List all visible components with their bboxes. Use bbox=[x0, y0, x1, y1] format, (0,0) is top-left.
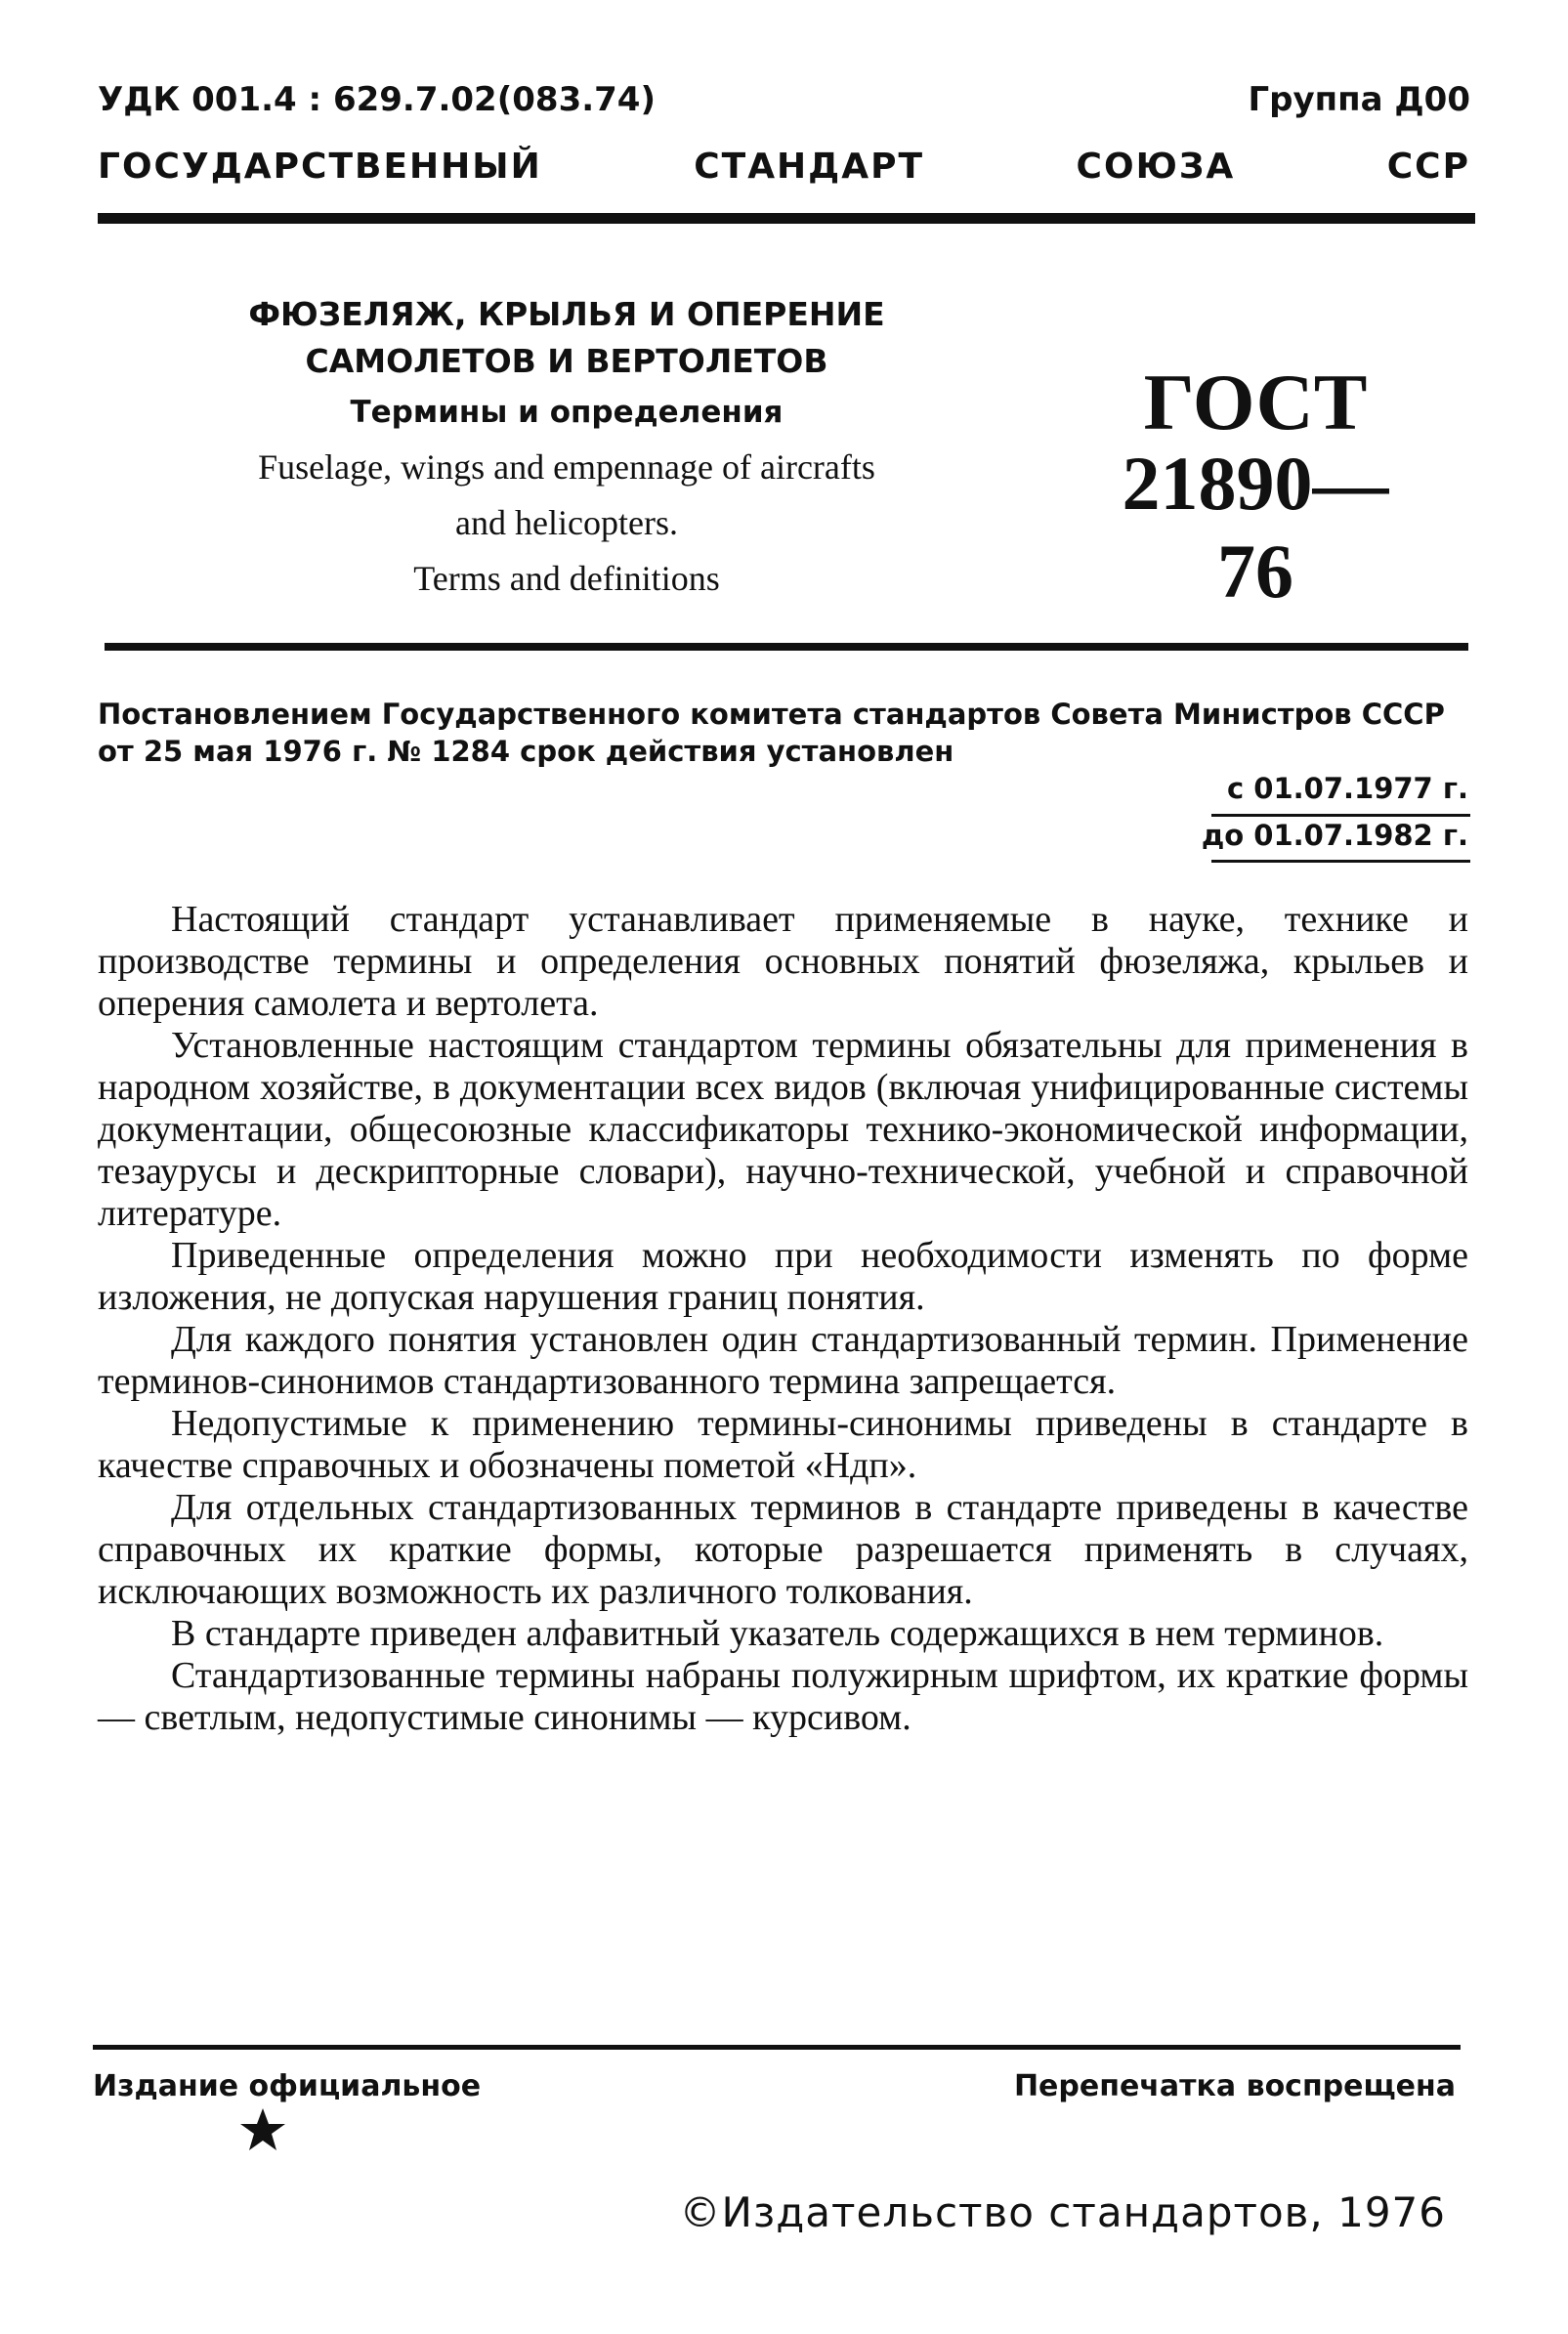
gost-number: 21890—76 bbox=[1122, 441, 1389, 614]
validity-date-from: с 01.07.1977 г. bbox=[1226, 772, 1468, 805]
body-paragraph: Приведенные определения можно при необходимости изменять по форме изложения, не допуская нарушения границ понятия. bbox=[98, 1235, 1468, 1318]
date-underline bbox=[1211, 860, 1470, 863]
edition-label: Издание официальное bbox=[93, 2069, 482, 2103]
gost-label: ГОСТ bbox=[1143, 358, 1368, 446]
header-divider bbox=[98, 213, 1475, 224]
title-ru-line: САМОЛЕТОВ И ВЕРТОЛЕТОВ bbox=[305, 342, 828, 380]
group-code: Группа Д00 bbox=[1248, 80, 1470, 119]
title-divider bbox=[105, 643, 1468, 651]
state-standard-word: ГОСУДАРСТВЕННЫЙ bbox=[98, 147, 542, 187]
state-standard-word: СТАНДАРТ bbox=[694, 147, 925, 187]
state-standard-word: ССР bbox=[1386, 147, 1470, 187]
body-paragraph: Установленные настоящим стандартом термины обязательны для применения в народном хозяйстве, в документации всех видов (включая унифицированные системы документации, общесоюзные классификаторы технико-экономической информации, тезаурусы и дескрипторные словари), научно-технической, учебной и справочной литературе. bbox=[98, 1025, 1468, 1234]
title-ru-subtitle: Термины и определения bbox=[350, 395, 784, 430]
date-underline bbox=[1211, 814, 1470, 817]
resolution-line: Постановлением Государственного комитета стандартов Совета Министров СССР bbox=[98, 698, 1445, 731]
validity-date-to: до 01.07.1982 г. bbox=[1201, 819, 1468, 852]
body-text bbox=[98, 899, 1468, 1739]
resolution-line: от 25 мая 1976 г. № 1284 срок действия установлен bbox=[98, 735, 954, 768]
body-paragraph: Для каждого понятия установлен один стандартизованный термин. Применение терминов-синонимов стандартизованного термина запрещается. bbox=[98, 1319, 1468, 1402]
reprint-notice: Перепечатка воспрещена bbox=[1013, 2069, 1456, 2103]
title-block bbox=[176, 291, 957, 597]
body-paragraph: Стандартизованные термины набраны полужирным шрифтом, их краткие формы — светлым, недопустимые синонимы — курсивом. bbox=[98, 1655, 1468, 1738]
footer-divider bbox=[93, 2045, 1461, 2050]
body-paragraph: В стандарте приведен алфавитный указатель содержащихся в нем терминов. bbox=[171, 1613, 1384, 1654]
publisher-copyright: ©Издательство стандартов, 1976 bbox=[679, 2188, 1446, 2236]
body-paragraph: Недопустимые к применению термины-синонимы приведены в стандарте в качестве справочных и обозначены пометой «Ндп». bbox=[98, 1403, 1468, 1486]
state-standard-heading bbox=[98, 147, 1470, 187]
title-en-line: Terms and definitions bbox=[413, 559, 720, 598]
state-standard-word: СОЮЗА bbox=[1076, 147, 1236, 187]
body-paragraph: Настоящий стандарт устанавливает применяемые в науке, технике и производстве термины и определения основных понятий фюзеляжа, крыльев и оперения самолета и вертолета. bbox=[98, 899, 1468, 1024]
resolution-text bbox=[98, 696, 1470, 770]
udk-code: УДК 001.4 : 629.7.02(083.74) bbox=[98, 80, 656, 119]
title-ru-line: ФЮЗЕЛЯЖ, КРЫЛЬЯ И ОПЕРЕНИЕ bbox=[248, 295, 885, 333]
star-icon bbox=[239, 2106, 286, 2153]
title-en-line: and helicopters. bbox=[455, 503, 678, 542]
title-en-line: Fuselage, wings and empennage of aircrafts bbox=[258, 447, 875, 487]
body-paragraph: Для отдельных стандартизованных терминов в стандарте приведены в качестве справочных их краткие формы, которые разрешается применять в случаях, исключающих возможность их различного толкования. bbox=[98, 1487, 1468, 1612]
